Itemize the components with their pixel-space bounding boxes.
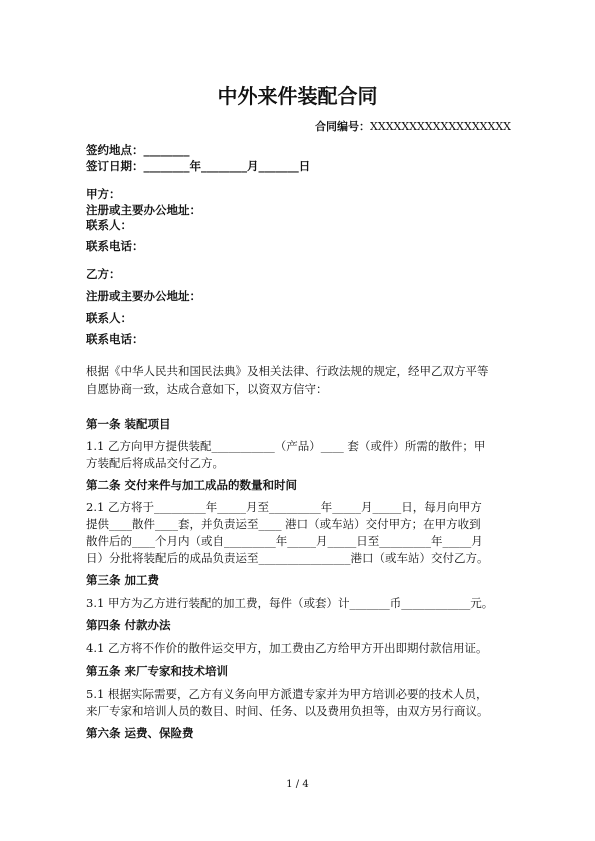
sign-date: 签订日期：________年________月_______日 [86, 159, 311, 173]
party-b-address: 注册或主要办公地址： [86, 289, 201, 303]
article-2-heading: 第二条 交付来件与加工成品的数量和时间 [86, 478, 298, 492]
article-1-line: 1.1 乙方向甲方提供装配___________（产品）____ 套（或件）所需的散件；甲 [86, 439, 486, 453]
article-2-line: 提供____散件____套，并负责运至____ 港口（或车站）交付甲方；在甲方收到 [86, 517, 481, 531]
article-2-line: 2.1 乙方将于_________年_____月至_________年_____月_____日，每月向甲方 [86, 500, 482, 514]
contract-number-label: 合同编号： [315, 120, 371, 133]
contract-number [315, 118, 511, 134]
party-a-label: 甲方： [86, 187, 121, 201]
party-a-phone: 联系电话： [86, 239, 144, 253]
contract-number-value: XXXXXXXXXXXXXXXXXX [370, 120, 511, 133]
article-6-heading: 第六条 运费、保险费 [86, 726, 194, 740]
article-1-line: 方装配后将成品交付乙方。 [86, 456, 224, 470]
sign-place: 签约地点：________ [86, 143, 190, 157]
article-4-heading: 第四条 付款办法 [86, 618, 171, 632]
article-3-line: 3.1 甲方为乙方进行装配的加工费，每件（或套）计_______币____________元。 [86, 596, 494, 610]
page-number: 1 / 4 [286, 779, 309, 790]
party-b-label: 乙方： [86, 267, 121, 281]
article-5-heading: 第五条 来厂专家和技术培训 [86, 664, 229, 678]
article-2-line: 日）分批将装配后的成品负责运至________________港口（或车站）交付乙方。 [86, 551, 489, 565]
document-title: 中外来件装配合同 [217, 84, 378, 108]
party-a-address: 注册或主要办公地址： [86, 203, 201, 217]
article-3-heading: 第三条 加工费 [86, 573, 160, 587]
preamble-line: 自愿协商一致，达成合意如下，以资双方信守： [86, 382, 328, 396]
article-4-line: 4.1 乙方将不作价的散件运交甲方，加工费由乙方给甲方开出即期付款信用证。 [86, 641, 488, 655]
party-b-contact: 联系人： [86, 311, 132, 325]
party-b-phone: 联系电话： [86, 332, 144, 346]
article-1-heading: 第一条 装配项目 [86, 417, 171, 431]
preamble-line: 根据《中华人民共和国民法典》及相关法律、行政法规的规定，经甲乙双方平等 [86, 364, 489, 378]
article-5-line: 5.1 根据实际需要，乙方有义务向甲方派遣专家并为甲方培训必要的技术人员， [86, 687, 488, 701]
party-a-contact: 联系人： [86, 218, 132, 232]
article-5-line: 来厂专家和培训人员的数目、时间、任务、以及费用负担等，由双方另行商议。 [86, 704, 489, 718]
article-2-line: 散件后的____个月内（或自_________年_____月_____日至_________年_____月 [86, 534, 483, 548]
